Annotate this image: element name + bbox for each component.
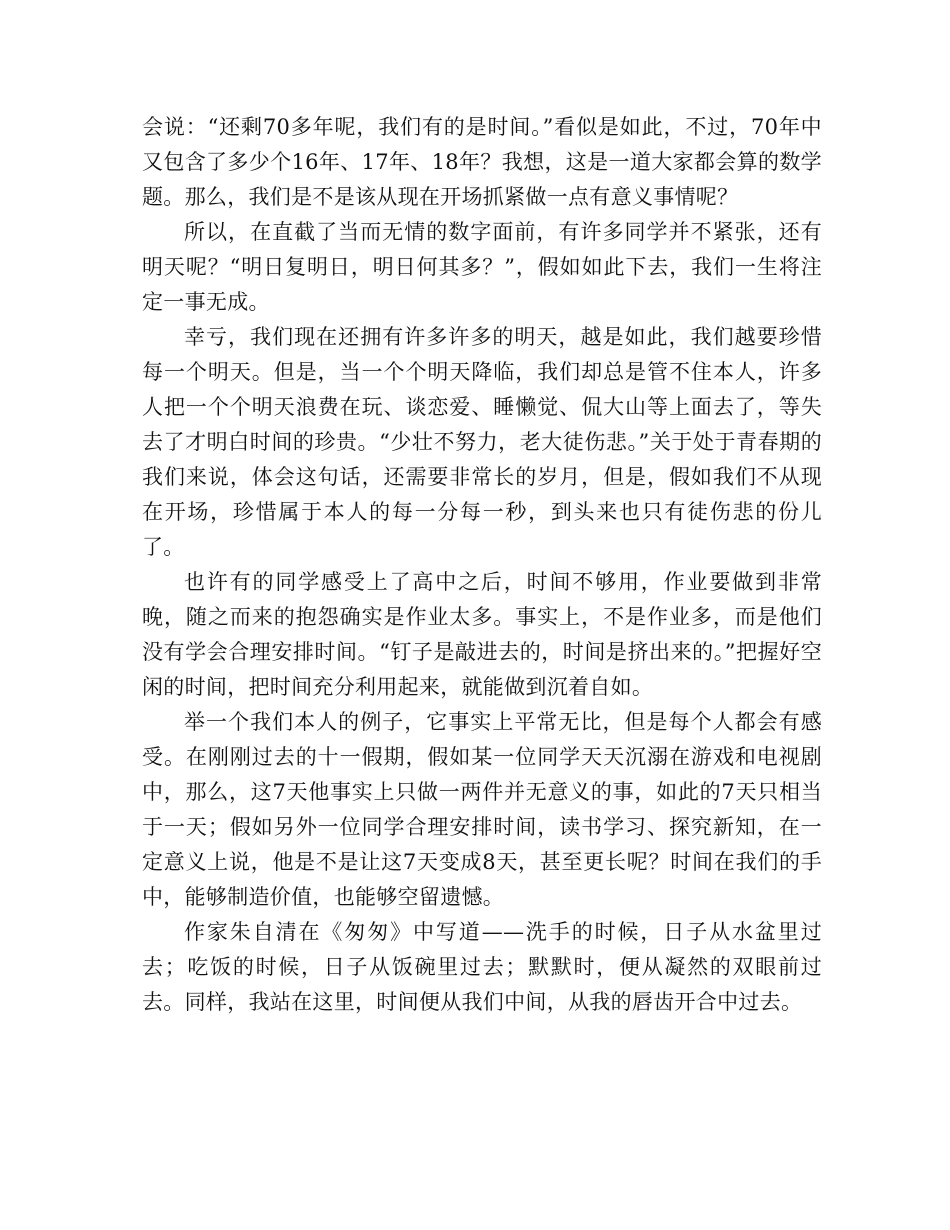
paragraph-2: 所以，在直截了当而无情的数字面前，有许多同学并不紧张，还有明天呢？“明日复明日，明日何其多？”，假如如此下去，我们一生将注定一事无成。 xyxy=(142,220,822,314)
paragraph-5: 举一个我们本人的例子，它事实上平常无比，但是每个人都会有感受。在刚刚过去的十一假期，假如某一位同学天天沉溺在游戏和电视剧中，那么，这7天他事实上只做一两件并无意义的事，如此的7天只相当于一天；假如另外一位同学合理安排时间，读书学习、探究新知，在一定意义上说，他是不是让这7天变成8天，甚至更长呢？时间在我们的手中，能够制造价值，也能够空留遗憾。 xyxy=(142,710,822,909)
paragraph-3: 幸亏，我们现在还拥有许多许多的明天，越是如此，我们越要珍惜每一个明天。但是，当一个个明天降临，我们却总是管不住本人，许多人把一个个明天浪费在玩、谈恋爱、睡懒觉、侃大山等上面去了，等失去了才明白时间的珍贵。“少壮不努力，老大徒伤悲。”关于处于青春期的我们来说，体会这句话，还需要非常长的岁月，但是，假如我们不从现在开场，珍惜属于本人的每一分每一秒，到头来也只有徒伤悲的份儿了。 xyxy=(142,325,822,559)
document-body xyxy=(142,110,822,1020)
paragraph-1: 会说：“还剩70多年呢，我们有的是时间。”看似是如此，不过，70年中又包含了多少个16年、17年、18年？我想，这是一道大家都会算的数学题。那么，我们是不是该从现在开场抓紧做一点有意义事情呢？ xyxy=(142,115,822,209)
paragraph-6: 作家朱自清在《匆匆》中写道——洗手的时候，日子从水盆里过去；吃饭的时候，日子从饭碗里过去；默默时，便从凝然的双眼前过去。同样，我站在这里，时间便从我们中间，从我的唇齿开合中过去。 xyxy=(142,920,822,1014)
paragraph-4: 也许有的同学感受上了高中之后，时间不够用，作业要做到非常晚，随之而来的抱怨确实是作业太多。事实上，不是作业多，而是他们没有学会合理安排时间。“钉子是敲进去的，时间是挤出来的。”把握好空闲的时间，把时间充分利用起来，就能做到沉着自如。 xyxy=(142,570,822,699)
